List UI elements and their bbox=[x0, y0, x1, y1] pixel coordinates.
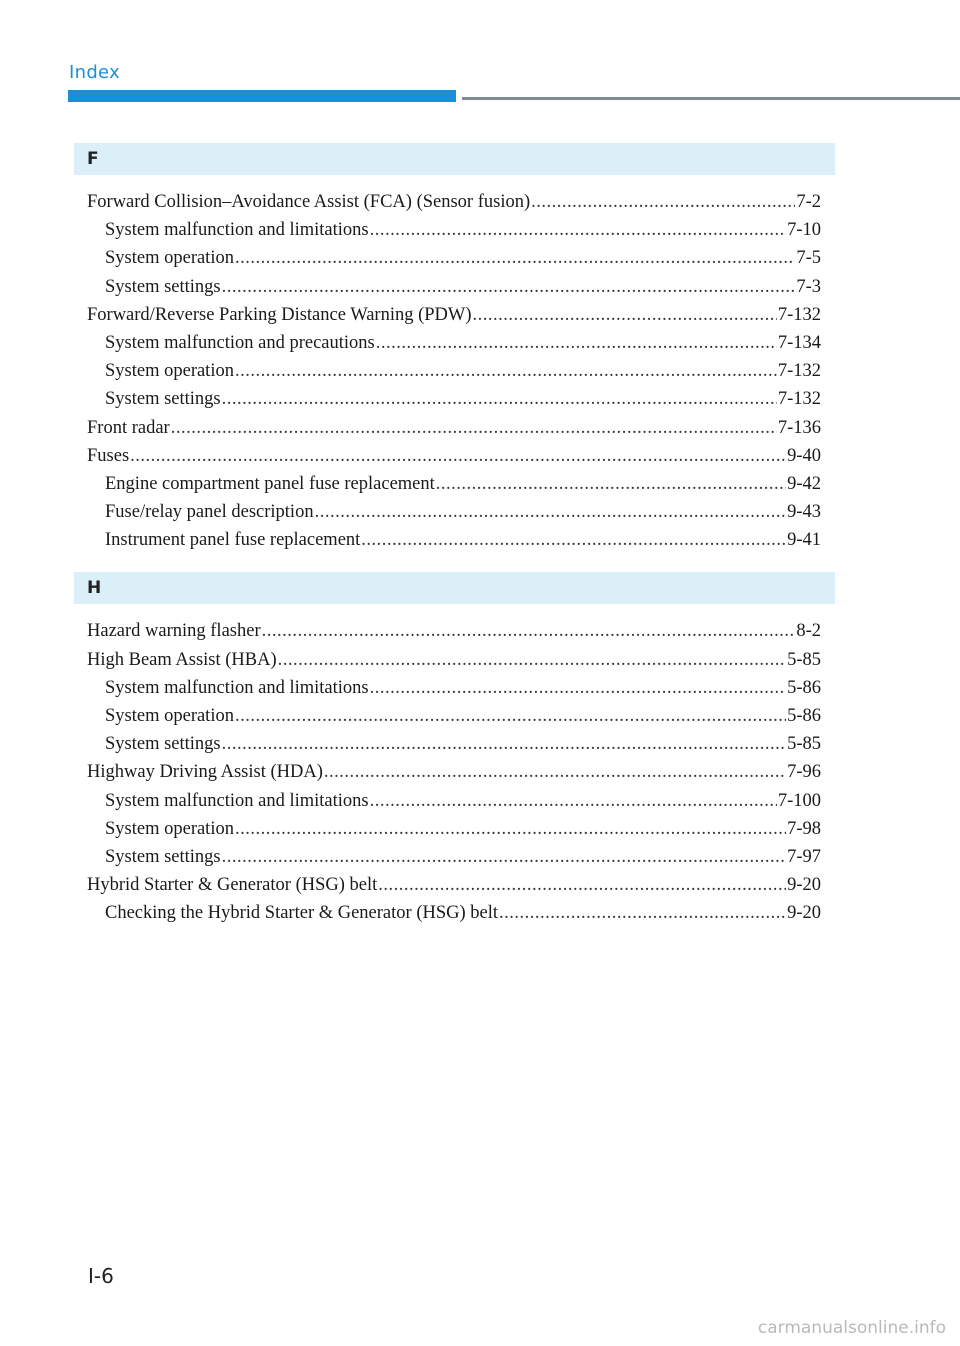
index-entry-page: 7-5 bbox=[796, 248, 821, 269]
index-entry-page: 9-20 bbox=[787, 875, 821, 896]
index-entry-page: 5-85 bbox=[787, 734, 821, 755]
dot-leader bbox=[473, 301, 777, 329]
index-entry-page: 7-10 bbox=[787, 220, 821, 241]
index-entry-page: 7-100 bbox=[777, 790, 821, 811]
dot-leader bbox=[130, 442, 786, 470]
index-entry bbox=[74, 273, 835, 301]
index-entry-label: Forward/Reverse Parking Distance Warning (PDW) bbox=[87, 304, 472, 325]
index-entry bbox=[74, 357, 835, 385]
index-entry-label: Fuses bbox=[87, 445, 130, 466]
dot-leader bbox=[235, 357, 777, 385]
index-entry bbox=[74, 871, 835, 899]
index-entry bbox=[74, 329, 835, 357]
index-entry bbox=[74, 617, 835, 645]
dot-leader bbox=[171, 414, 777, 442]
index-content bbox=[74, 143, 835, 936]
page-header-title: Index bbox=[69, 62, 121, 83]
index-entry bbox=[74, 188, 835, 216]
index-entry bbox=[74, 843, 835, 871]
index-entry-label: System settings bbox=[105, 276, 221, 297]
index-entry-label: Instrument panel fuse replacement bbox=[105, 530, 361, 551]
dot-leader bbox=[315, 498, 787, 526]
index-entry-page: 5-85 bbox=[787, 649, 821, 670]
header-gray-rule bbox=[462, 97, 960, 100]
dot-leader bbox=[278, 646, 786, 674]
dot-leader bbox=[222, 385, 777, 413]
watermark: carmanualsonline.info bbox=[757, 1318, 946, 1338]
dot-leader bbox=[531, 188, 795, 216]
index-entry-label: System operation bbox=[105, 248, 234, 269]
index-entry bbox=[74, 899, 835, 927]
dot-leader bbox=[499, 899, 786, 927]
index-entry-page: 5-86 bbox=[787, 677, 821, 698]
index-entry-page: 7-132 bbox=[777, 304, 821, 325]
index-entry bbox=[74, 646, 835, 674]
index-entry-page: 9-42 bbox=[787, 473, 821, 494]
index-entry-page: 7-96 bbox=[787, 762, 821, 783]
index-entry bbox=[74, 385, 835, 413]
index-entry bbox=[74, 216, 835, 244]
index-entry bbox=[74, 702, 835, 730]
section-entries-h bbox=[74, 604, 835, 935]
index-section-h bbox=[74, 572, 835, 935]
index-entry-label: System malfunction and precautions bbox=[105, 332, 375, 353]
index-entry bbox=[74, 730, 835, 758]
index-entry-label: System operation bbox=[105, 706, 234, 726]
index-entry-label: System malfunction and limitations bbox=[105, 790, 369, 811]
section-entries-f bbox=[74, 175, 835, 562]
index-entry bbox=[74, 244, 835, 272]
index-entry-label: Checking the Hybrid Starter & Generator (HSG) belt bbox=[105, 903, 499, 924]
dot-leader bbox=[235, 815, 786, 843]
index-entry-page: 7-3 bbox=[796, 276, 821, 297]
index-entry-label: System settings bbox=[105, 734, 221, 755]
index-entry-page: 9-40 bbox=[787, 445, 821, 466]
index-entry-page: 7-98 bbox=[787, 818, 821, 839]
index-entry-label: System malfunction and limitations bbox=[105, 677, 369, 698]
index-entry bbox=[74, 414, 835, 442]
dot-leader bbox=[262, 617, 796, 645]
index-entry-label: Highway Driving Assist (HDA) bbox=[87, 762, 323, 783]
dot-leader bbox=[378, 871, 786, 899]
index-entry-label: System settings bbox=[105, 389, 221, 410]
index-entry-label: Forward Collision–Avoidance Assist (FCA) (Sensor fusion) bbox=[87, 192, 531, 212]
index-entry-label: High Beam Assist (HBA) bbox=[87, 649, 277, 670]
index-entry-label: System settings bbox=[105, 846, 221, 867]
dot-leader bbox=[235, 244, 795, 272]
dot-leader bbox=[222, 843, 786, 871]
index-entry-page: 7-2 bbox=[796, 192, 821, 212]
dot-leader bbox=[235, 702, 786, 730]
index-entry-page: 7-134 bbox=[777, 332, 821, 353]
dot-leader bbox=[370, 216, 786, 244]
header-accent-rule bbox=[68, 90, 456, 102]
index-entry-page: 8-2 bbox=[796, 621, 821, 642]
index-entry-page: 9-43 bbox=[787, 502, 821, 523]
dot-leader bbox=[361, 526, 786, 554]
index-entry-label: Hybrid Starter & Generator (HSG) belt bbox=[87, 875, 378, 896]
index-entry bbox=[74, 470, 835, 498]
index-entry-page: 7-132 bbox=[777, 361, 821, 382]
index-entry-label: Hazard warning flasher bbox=[87, 621, 261, 642]
dot-leader bbox=[370, 674, 786, 702]
dot-leader bbox=[222, 730, 786, 758]
index-entry-label: Front radar bbox=[87, 417, 170, 438]
section-letter-h: H bbox=[74, 572, 835, 604]
index-section-f bbox=[74, 143, 835, 562]
index-entry-label: System operation bbox=[105, 361, 234, 382]
page-number: I-6 bbox=[88, 1264, 114, 1288]
index-entry-page: 9-41 bbox=[787, 530, 821, 551]
index-entry bbox=[74, 758, 835, 786]
index-entry-page: 9-20 bbox=[787, 903, 821, 924]
index-entry bbox=[74, 526, 835, 554]
index-entry bbox=[74, 301, 835, 329]
dot-leader bbox=[436, 470, 786, 498]
index-entry bbox=[74, 498, 835, 526]
index-entry-page: 5-86 bbox=[787, 706, 821, 726]
index-entry bbox=[74, 815, 835, 843]
index-entry-page: 7-132 bbox=[777, 389, 821, 410]
dot-leader bbox=[324, 758, 786, 786]
index-entry-page: 7-136 bbox=[777, 417, 821, 438]
index-entry bbox=[74, 674, 835, 702]
dot-leader bbox=[376, 329, 777, 357]
section-letter-f: F bbox=[74, 143, 835, 175]
index-entry-label: System operation bbox=[105, 818, 234, 839]
dot-leader bbox=[370, 787, 777, 815]
index-entry bbox=[74, 787, 835, 815]
index-entry-page: 7-97 bbox=[787, 846, 821, 867]
index-entry-label: System malfunction and limitations bbox=[105, 220, 369, 241]
index-entry-label: Fuse/relay panel description bbox=[105, 502, 314, 523]
index-entry bbox=[74, 442, 835, 470]
index-entry-label: Engine compartment panel fuse replacement bbox=[105, 473, 435, 494]
dot-leader bbox=[222, 273, 796, 301]
